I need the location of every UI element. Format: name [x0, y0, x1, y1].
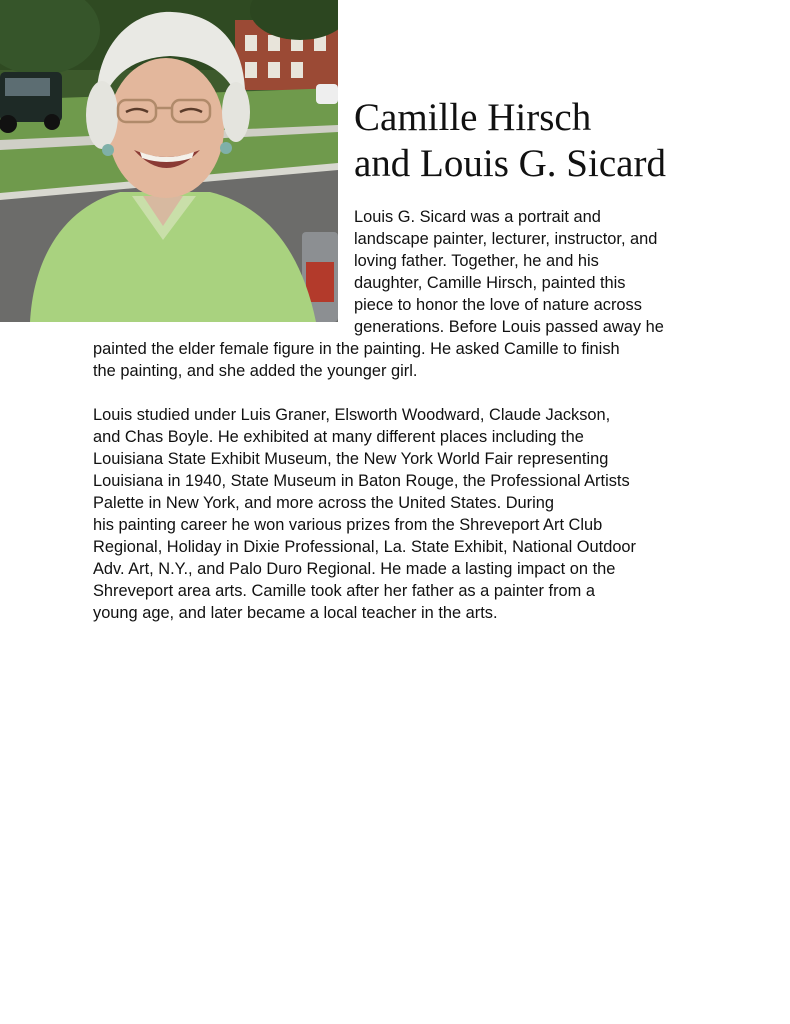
text-line: Shreveport area arts. Camille took after her father as a painter from a [93, 582, 595, 600]
car-wheel [44, 114, 60, 130]
text-line: loving father. Together, he and his [354, 252, 599, 270]
text-line: daughter, Camille Hirsch, painted this [354, 274, 626, 292]
building-window [245, 35, 257, 51]
text-line: young age, and later became a local teacher in the arts. [93, 604, 498, 622]
page-title [354, 95, 666, 187]
earring [102, 144, 114, 156]
car-windshield [5, 78, 50, 96]
title-line-2: and Louis G. Sicard [354, 142, 666, 185]
building-window [245, 62, 257, 78]
text-line: Adv. Art, N.Y., and Palo Duro Regional. He made a lasting impact on the [93, 560, 616, 578]
portrait-photo [0, 0, 338, 322]
text-line: painted the elder female figure in the painting. He asked Camille to finish [93, 340, 620, 358]
text-line: Louis G. Sicard was a portrait and [354, 208, 601, 226]
text-line: generations. Before Louis passed away he [354, 318, 664, 336]
hair-side [86, 81, 118, 149]
title-line-1: Camille Hirsch [354, 96, 592, 139]
newspaper-box-panel [306, 262, 334, 302]
text-line: and Chas Boyle. He exhibited at many different places including the [93, 428, 584, 446]
text-line: landscape painter, lecturer, instructor, and [354, 230, 658, 248]
text-line: Louisiana State Exhibit Museum, the New York World Fair representing [93, 450, 609, 468]
building-window [291, 62, 303, 78]
portrait-illustration [0, 0, 338, 322]
text-line: Louisiana in 1940, State Museum in Baton Rouge, the Professional Artists [93, 472, 630, 490]
text-line: Louis studied under Luis Graner, Elsworth Woodward, Claude Jackson, [93, 406, 611, 424]
paragraph-1-continued [93, 338, 620, 382]
text-line: the painting, and she added the younger girl. [93, 362, 418, 380]
text-line: piece to honor the love of nature across [354, 296, 642, 314]
paragraph-2 [93, 404, 636, 624]
hair-side [222, 82, 250, 142]
text-line: his painting career he won various prizes from the Shreveport Art Club [93, 516, 603, 534]
text-line: Palette in New York, and more across the United States. During [93, 494, 555, 512]
face [108, 58, 224, 198]
building-window [268, 35, 280, 51]
text-line: Regional, Holiday in Dixie Professional, La. State Exhibit, National Outdoor [93, 538, 637, 556]
white-car [316, 84, 338, 104]
paragraph-1-wrapped [354, 206, 664, 338]
earring [220, 142, 232, 154]
building-window [268, 62, 280, 78]
